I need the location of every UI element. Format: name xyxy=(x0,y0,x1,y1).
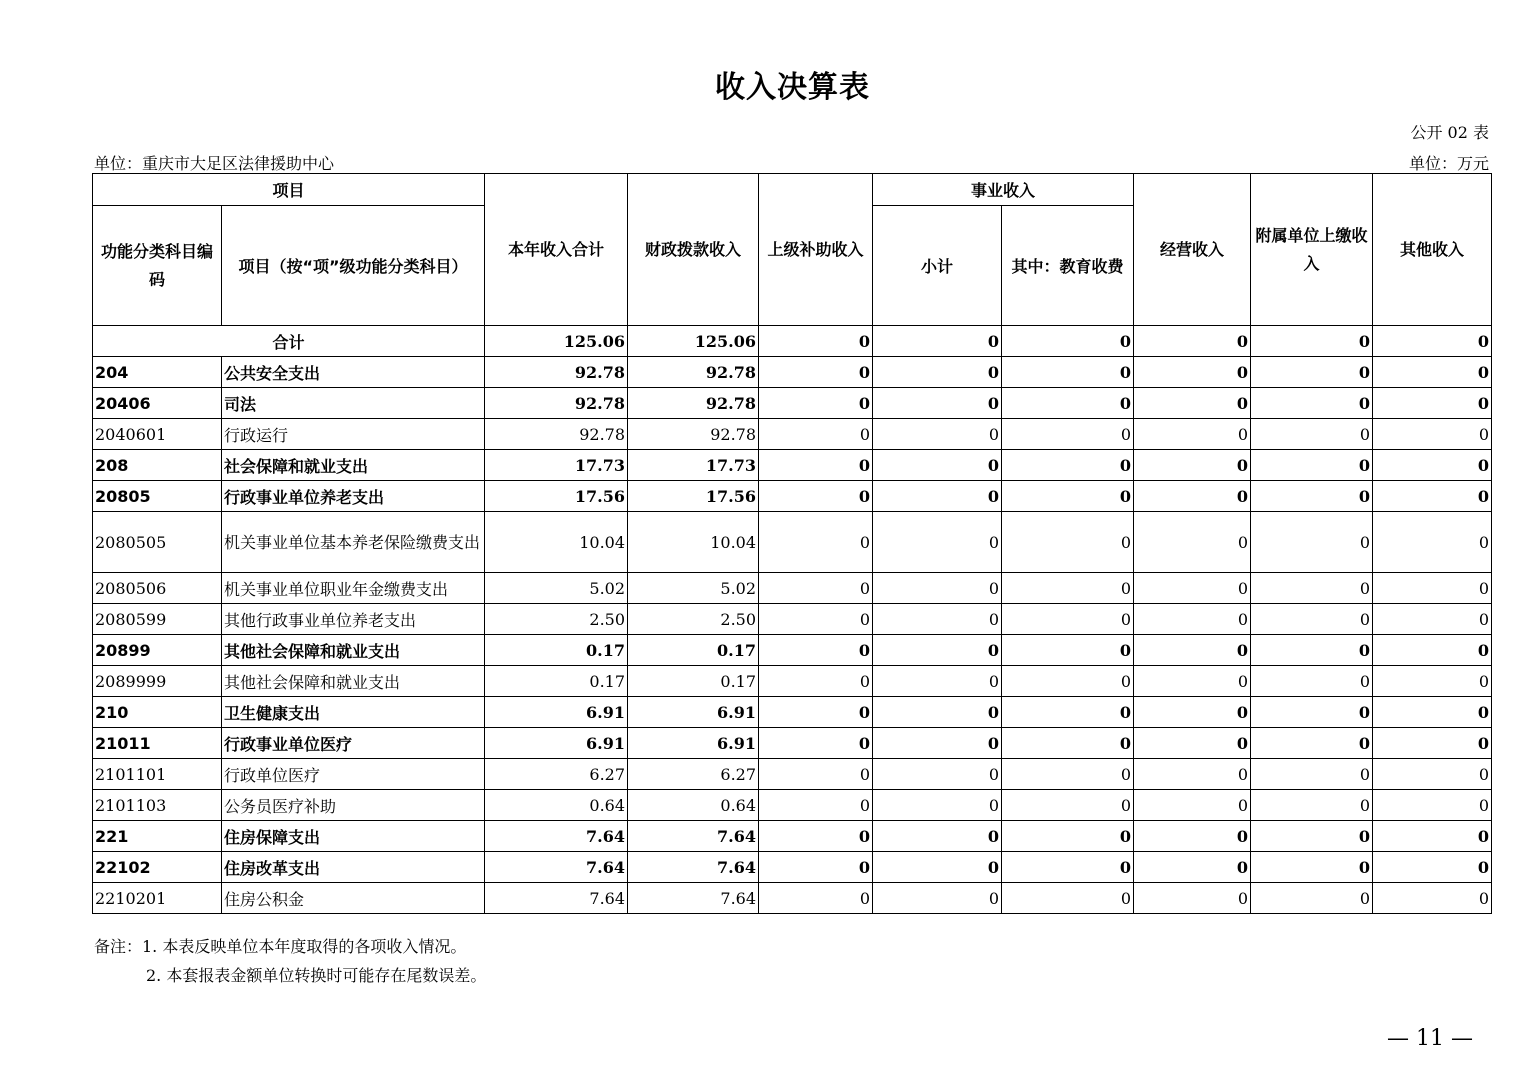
row-value: 0 xyxy=(1134,697,1251,728)
row-value: 0 xyxy=(873,512,1002,573)
row-value: 0 xyxy=(1134,759,1251,790)
row-value: 0 xyxy=(873,604,1002,635)
total-cell: 0 xyxy=(1373,326,1492,357)
row-value: 0 xyxy=(1134,573,1251,604)
row-code: 22102 xyxy=(93,852,222,883)
table-row xyxy=(93,635,1492,666)
row-value: 0 xyxy=(1002,419,1134,450)
row-value: 0 xyxy=(1002,852,1134,883)
row-value: 17.73 xyxy=(485,450,628,481)
row-value: 0 xyxy=(873,852,1002,883)
row-value: 17.56 xyxy=(628,481,759,512)
row-name: 行政事业单位养老支出 xyxy=(222,481,485,512)
row-value: 92.78 xyxy=(628,388,759,419)
row-value: 0 xyxy=(1251,450,1373,481)
row-value: 2.50 xyxy=(628,604,759,635)
header-education: 其中：教育收费 xyxy=(1002,206,1134,326)
row-value: 0 xyxy=(873,728,1002,759)
row-value: 0 xyxy=(759,697,873,728)
row-code: 20805 xyxy=(93,481,222,512)
row-value: 0 xyxy=(1251,821,1373,852)
row-value: 0 xyxy=(1373,790,1492,821)
row-value: 0 xyxy=(1134,883,1251,914)
row-value: 0 xyxy=(873,481,1002,512)
row-value: 0 xyxy=(759,512,873,573)
row-value: 0 xyxy=(1002,635,1134,666)
header-project: 项目 xyxy=(93,174,485,206)
row-value: 0 xyxy=(1251,697,1373,728)
row-name: 公务员医疗补助 xyxy=(222,790,485,821)
row-name: 其他社会保障和就业支出 xyxy=(222,635,485,666)
row-value: 6.27 xyxy=(628,759,759,790)
table-row xyxy=(93,759,1492,790)
row-value: 0 xyxy=(1373,481,1492,512)
row-value: 0 xyxy=(1134,419,1251,450)
row-value: 0 xyxy=(1002,697,1134,728)
row-value: 0 xyxy=(873,419,1002,450)
row-value: 0 xyxy=(759,573,873,604)
total-cell: 0 xyxy=(1251,326,1373,357)
row-value: 0 xyxy=(1373,450,1492,481)
row-value: 0 xyxy=(1373,357,1492,388)
row-name: 司法 xyxy=(222,388,485,419)
row-value: 0 xyxy=(1373,883,1492,914)
row-value: 0 xyxy=(1373,512,1492,573)
table-row xyxy=(93,852,1492,883)
row-value: 0 xyxy=(1002,728,1134,759)
row-value: 0 xyxy=(759,481,873,512)
row-value: 0 xyxy=(1002,666,1134,697)
row-value: 0 xyxy=(1134,635,1251,666)
row-value: 7.64 xyxy=(485,821,628,852)
header-affiliated: 附属单位上缴收入 xyxy=(1251,174,1373,326)
row-value: 0 xyxy=(759,388,873,419)
row-code: 2080505 xyxy=(93,512,222,573)
row-value: 0 xyxy=(759,790,873,821)
income-table xyxy=(92,173,1492,914)
row-value: 0 xyxy=(1251,419,1373,450)
currency-unit: 单位：万元 xyxy=(1408,154,1489,173)
row-value: 0 xyxy=(1002,883,1134,914)
row-value: 0 xyxy=(1251,666,1373,697)
row-value: 0 xyxy=(1002,388,1134,419)
row-value: 0.64 xyxy=(485,790,628,821)
row-value: 0 xyxy=(1373,573,1492,604)
row-value: 0 xyxy=(1134,852,1251,883)
row-code: 20406 xyxy=(93,388,222,419)
row-name: 公共安全支出 xyxy=(222,357,485,388)
row-value: 0 xyxy=(1134,666,1251,697)
row-value: 7.64 xyxy=(628,883,759,914)
row-value: 0 xyxy=(1373,852,1492,883)
row-value: 7.64 xyxy=(485,852,628,883)
row-value: 0 xyxy=(1251,635,1373,666)
row-value: 0 xyxy=(1002,573,1134,604)
row-value: 0 xyxy=(873,388,1002,419)
page-number: — 11 — xyxy=(1387,1026,1473,1051)
row-value: 0 xyxy=(1002,357,1134,388)
row-code: 204 xyxy=(93,357,222,388)
row-value: 6.27 xyxy=(485,759,628,790)
row-value: 0 xyxy=(759,357,873,388)
row-value: 0 xyxy=(759,450,873,481)
table-row xyxy=(93,604,1492,635)
row-value: 92.78 xyxy=(628,357,759,388)
row-name: 社会保障和就业支出 xyxy=(222,450,485,481)
table-row xyxy=(93,666,1492,697)
row-value: 0 xyxy=(1251,883,1373,914)
row-value: 0 xyxy=(1373,759,1492,790)
row-code: 2080599 xyxy=(93,604,222,635)
total-cell: 125.06 xyxy=(628,326,759,357)
table-row xyxy=(93,357,1492,388)
row-value: 6.91 xyxy=(485,697,628,728)
row-value: 5.02 xyxy=(485,573,628,604)
row-code: 2040601 xyxy=(93,419,222,450)
row-value: 10.04 xyxy=(485,512,628,573)
row-code: 2080506 xyxy=(93,573,222,604)
row-name: 其他社会保障和就业支出 xyxy=(222,666,485,697)
row-value: 0.17 xyxy=(628,635,759,666)
row-value: 0 xyxy=(1251,512,1373,573)
row-value: 0 xyxy=(1002,759,1134,790)
row-name: 卫生健康支出 xyxy=(222,697,485,728)
row-value: 0 xyxy=(1373,635,1492,666)
table-row xyxy=(93,821,1492,852)
row-value: 6.91 xyxy=(628,697,759,728)
row-value: 0 xyxy=(873,790,1002,821)
row-value: 0 xyxy=(1373,419,1492,450)
note-line-1: 备注：1. 本表反映单位本年度取得的各项收入情况。 xyxy=(94,937,467,956)
header-superior: 上级补助收入 xyxy=(759,174,873,326)
row-value: 0 xyxy=(759,759,873,790)
row-value: 0 xyxy=(1002,821,1134,852)
row-value: 0 xyxy=(873,759,1002,790)
row-code: 221 xyxy=(93,821,222,852)
row-value: 0 xyxy=(873,666,1002,697)
row-value: 0 xyxy=(1002,604,1134,635)
page-title: 收入决算表 xyxy=(715,70,870,105)
row-value: 0 xyxy=(1002,481,1134,512)
note-line-2: 2. 本套报表金额单位转换时可能存在尾数误差。 xyxy=(146,966,487,985)
total-label: 合计 xyxy=(93,326,485,357)
row-value: 0 xyxy=(1002,512,1134,573)
row-value: 2.50 xyxy=(485,604,628,635)
total-cell: 125.06 xyxy=(485,326,628,357)
header-operating: 经营收入 xyxy=(1134,174,1251,326)
row-value: 0 xyxy=(1251,388,1373,419)
row-value: 0 xyxy=(1134,604,1251,635)
table-row xyxy=(93,481,1492,512)
row-value: 0 xyxy=(759,883,873,914)
table-row xyxy=(93,728,1492,759)
form-number: 公开 02 表 xyxy=(1410,123,1489,142)
row-value: 92.78 xyxy=(628,419,759,450)
row-value: 0 xyxy=(1373,821,1492,852)
reporting-unit: 单位：重庆市大足区法律援助中心 xyxy=(94,154,335,173)
row-name: 机关事业单位职业年金缴费支出 xyxy=(222,573,485,604)
row-value: 0 xyxy=(759,419,873,450)
row-code: 2101101 xyxy=(93,759,222,790)
row-value: 0 xyxy=(1251,790,1373,821)
row-value: 0 xyxy=(873,573,1002,604)
header-total: 本年收入合计 xyxy=(485,174,628,326)
row-value: 0.17 xyxy=(628,666,759,697)
total-row xyxy=(93,326,1492,357)
row-value: 0 xyxy=(873,883,1002,914)
row-value: 0 xyxy=(1373,604,1492,635)
row-value: 0 xyxy=(1373,666,1492,697)
row-code: 2089999 xyxy=(93,666,222,697)
row-value: 0 xyxy=(1251,357,1373,388)
row-value: 0 xyxy=(1002,450,1134,481)
header-code: 功能分类科目编码 xyxy=(93,206,222,326)
row-value: 7.64 xyxy=(628,852,759,883)
row-value: 7.64 xyxy=(628,821,759,852)
header-other: 其他收入 xyxy=(1373,174,1492,326)
table-row xyxy=(93,388,1492,419)
row-value: 0 xyxy=(1134,388,1251,419)
total-cell: 0 xyxy=(1002,326,1134,357)
row-value: 92.78 xyxy=(485,388,628,419)
row-value: 0 xyxy=(1251,852,1373,883)
header-name: 项目（按“项”级功能分类科目） xyxy=(222,206,485,326)
row-value: 0 xyxy=(1134,512,1251,573)
row-value: 0 xyxy=(873,635,1002,666)
row-name: 行政运行 xyxy=(222,419,485,450)
row-name: 住房改革支出 xyxy=(222,852,485,883)
row-value: 92.78 xyxy=(485,357,628,388)
header-business-group: 事业收入 xyxy=(873,174,1134,206)
notes xyxy=(94,932,486,990)
total-cell: 0 xyxy=(759,326,873,357)
row-value: 0.64 xyxy=(628,790,759,821)
row-value: 92.78 xyxy=(485,419,628,450)
row-value: 0 xyxy=(1134,728,1251,759)
row-value: 0 xyxy=(759,728,873,759)
row-name: 住房公积金 xyxy=(222,883,485,914)
row-value: 0 xyxy=(1373,697,1492,728)
row-value: 0 xyxy=(1251,728,1373,759)
header-fiscal: 财政拨款收入 xyxy=(628,174,759,326)
table-row xyxy=(93,883,1492,914)
row-value: 0 xyxy=(759,635,873,666)
row-name: 行政单位医疗 xyxy=(222,759,485,790)
table-row xyxy=(93,790,1492,821)
row-code: 2101103 xyxy=(93,790,222,821)
row-value: 0 xyxy=(1373,728,1492,759)
row-code: 210 xyxy=(93,697,222,728)
row-value: 0 xyxy=(873,697,1002,728)
row-value: 0 xyxy=(1373,388,1492,419)
table-header xyxy=(93,174,1492,326)
row-code: 20899 xyxy=(93,635,222,666)
row-value: 7.64 xyxy=(485,883,628,914)
row-value: 6.91 xyxy=(628,728,759,759)
row-value: 0 xyxy=(1134,357,1251,388)
row-value: 0 xyxy=(873,450,1002,481)
row-value: 0 xyxy=(1134,481,1251,512)
row-name: 行政事业单位医疗 xyxy=(222,728,485,759)
total-cell: 0 xyxy=(873,326,1002,357)
table-row xyxy=(93,512,1492,573)
row-value: 0.17 xyxy=(485,666,628,697)
header-subtotal: 小计 xyxy=(873,206,1002,326)
row-value: 0.17 xyxy=(485,635,628,666)
row-value: 0 xyxy=(873,821,1002,852)
row-value: 0 xyxy=(759,666,873,697)
row-code: 21011 xyxy=(93,728,222,759)
total-cell: 0 xyxy=(1134,326,1251,357)
row-value: 0 xyxy=(759,604,873,635)
row-value: 0 xyxy=(1251,604,1373,635)
row-code: 208 xyxy=(93,450,222,481)
table-row xyxy=(93,419,1492,450)
row-value: 0 xyxy=(1134,821,1251,852)
row-value: 0 xyxy=(1251,573,1373,604)
table-row xyxy=(93,573,1492,604)
row-value: 17.56 xyxy=(485,481,628,512)
table-row xyxy=(93,697,1492,728)
row-value: 0 xyxy=(759,821,873,852)
row-value: 0 xyxy=(873,357,1002,388)
row-value: 0 xyxy=(1251,759,1373,790)
table-row xyxy=(93,450,1492,481)
row-value: 0 xyxy=(1134,790,1251,821)
row-name: 机关事业单位基本养老保险缴费支出 xyxy=(222,512,485,573)
table-body xyxy=(93,326,1492,914)
row-name: 住房保障支出 xyxy=(222,821,485,852)
row-value: 0 xyxy=(1002,790,1134,821)
row-value: 5.02 xyxy=(628,573,759,604)
row-value: 0 xyxy=(1134,450,1251,481)
row-name: 其他行政事业单位养老支出 xyxy=(222,604,485,635)
row-value: 17.73 xyxy=(628,450,759,481)
row-value: 10.04 xyxy=(628,512,759,573)
row-value: 0 xyxy=(1251,481,1373,512)
row-value: 6.91 xyxy=(485,728,628,759)
row-value: 0 xyxy=(759,852,873,883)
row-code: 2210201 xyxy=(93,883,222,914)
